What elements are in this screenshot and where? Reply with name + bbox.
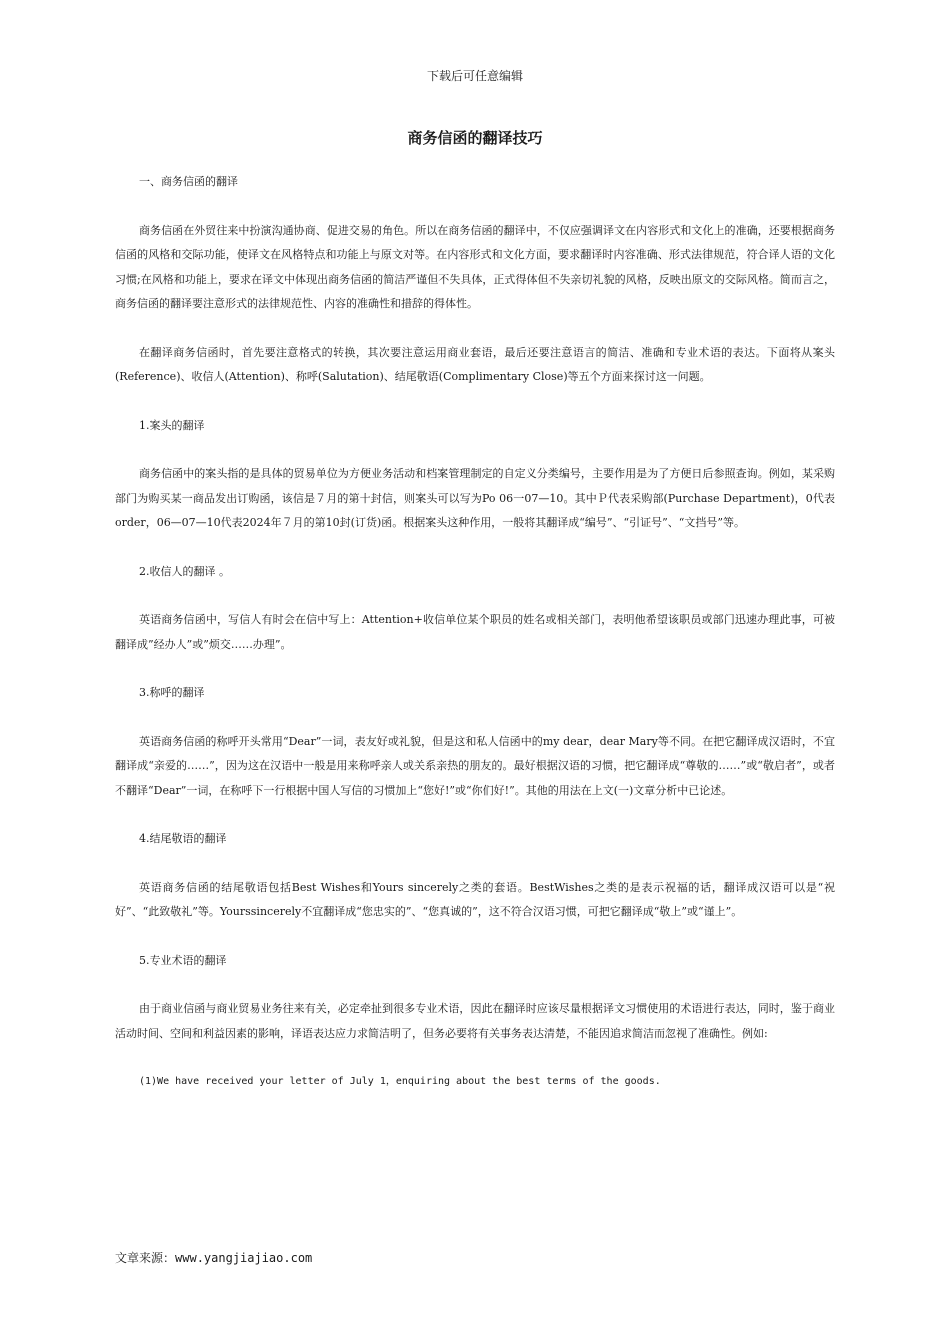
paragraph: 商务信函中的案头指的是具体的贸易单位为方便业务活动和档案管理制定的自定义分类编号，主要作用是为了方便日后参照查询。例如，某采购部门为购买某一商品发出订购函，该信是７月的第十封信，则案头可以写为Po 06一07—10。其中Ｐ代表采购部(Purchase Department)，0代表order，06—07—10代表2024年７月的第10封(订货)函。根据案头这种作用，一般将其翻译成“编号”、“引证号”、“文挡号”等。 [115,467,835,529]
section-heading: 5.专业术语的翻译 [139,953,227,967]
page-footer [115,1250,312,1266]
section-heading: 2.收信人的翻译 。 [139,564,230,578]
source-link[interactable]: www.yangjiajiao.com [175,1251,313,1265]
paragraph: 由于商业信函与商业贸易业务往来有关，必定牵扯到很多专业术语，因此在翻译时应该尽量根据译文习惯使用的术语进行表达，同时，鉴于商业活动时间、空间和利益因素的影响，译语表达应力求简洁明了，但务必要将有关事务表达清楚，不能因追求简洁而忽视了准确性。例如: [115,1002,835,1040]
section-heading: 1.案头的翻译 [139,418,205,432]
document-body [115,170,835,1119]
page-header: 下载后可任意编辑 [426,69,523,83]
example-sentence: (1)We have received your letter of July 1，enquiring about the best terms of the goods. [139,1076,661,1087]
section-heading: 3.称呼的翻译 [139,686,205,699]
paragraph: 英语商务信函中，写信人有时会在信中写上：Attention+收信单位某个职员的姓名或相关部门，表明他希望该职员或部门迅速办理此事，可被翻译成”经办人”或”烦交……办理”。 [115,613,835,651]
paragraph: 在翻译商务信函时，首先要注意格式的转换，其次要注意运用商业套语，最后还要注意语言的简洁、准确和专业术语的表达。下面将从案头(Reference)、收信人(Attention)、称呼(Salutation)、结尾敬语(Complimentary Close)等五个方面来探讨这一问题。 [115,345,835,383]
section-heading: 一、商务信函的翻译 [139,175,238,188]
paragraph: 英语商务信函的称呼开头常用“Dear”一词，表友好或礼貌，但是这和私人信函中的my dear，dear Mary等不同。在把它翻译成汉语时，不宜翻译成“亲爱的……”，因为这在汉语中一般是用来称呼亲人或关系亲热的朋友的。最好根据汉语的习惯，把它翻译成“尊敬的……”或“敬启者”，或者不翻译“Dear”一词，在称呼下一行根据中国人写信的习惯加上“您好!”或“你们好!”。其他的用法在上文(一)文章分析中已论述。 [115,734,835,797]
paragraph: 英语商务信函的结尾敬语包括Best Wishes和Yours sincerely之类的套语。BestWishes之类的是表示祝福的话，翻译成汉语可以是“祝好”、“此致敬礼”等。Yourssincerely不宜翻译成“您忠实的”、“您真诚的”，这不符合汉语习惯，可把它翻译成“敬上”或“谨上”。 [115,880,835,918]
paragraph: 商务信函在外贸往来中扮演沟通协商、促进交易的角色。所以在商务信函的翻译中，不仅应强调译文在内容形式和文化上的准确，还要根据商务信函的风格和交际功能，使译文在风格特点和功能上与原文对等。在内容形式和文化方面，要求翻译时内容准确、形式法律规范，符合译人语的文化习惯;在风格和功能上，要求在译文中体现出商务信函的简洁严谨但不失具体，正式得体但不失亲切礼貌的风格，反映出原文的交际风格。简而言之，商务信函的翻译要注意形式的法律规范性、内容的准确性和措辞的得体性。 [115,223,835,310]
section-heading: 4.结尾敬语的翻译 [139,832,227,845]
document-title: 商务信函的翻译技巧 [407,129,543,147]
source-label: 文章来源： [115,1251,176,1265]
